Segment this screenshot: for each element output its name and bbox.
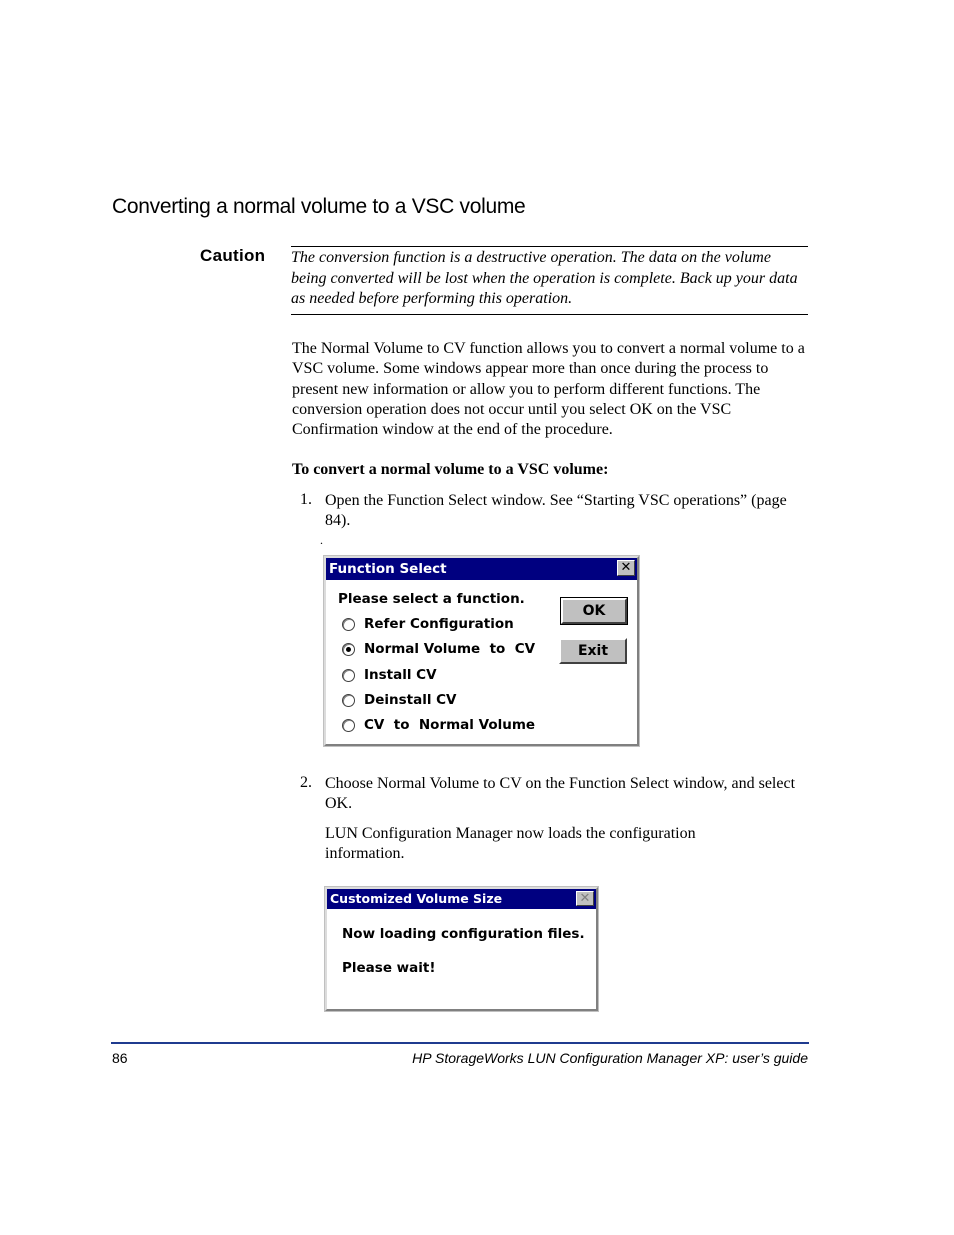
- loading-title: Customized Volume Size: [330, 891, 503, 906]
- radio-button-selected-icon[interactable]: [342, 643, 355, 656]
- radio-button-icon[interactable]: [342, 618, 355, 631]
- close-icon[interactable]: ✕: [617, 560, 635, 576]
- option-cv-to-normal-volume[interactable]: [342, 716, 535, 734]
- please-wait-message: Please wait!: [342, 960, 436, 976]
- loading-titlebar[interactable]: [327, 889, 596, 909]
- caution-text: The conversion function is a destructive operation. The data on the volume being converted will be lost when the operation is complete. Back up your data as needed before performing this operation.: [291, 249, 798, 307]
- option-label: Normal Volume to CV: [364, 641, 536, 657]
- stray-mark: .: [320, 533, 323, 547]
- function-select-titlebar[interactable]: [326, 558, 637, 580]
- step-1-number: 1.: [300, 491, 312, 508]
- caution-box: [291, 246, 808, 315]
- ok-button[interactable]: OK: [561, 598, 627, 624]
- close-icon[interactable]: ✕: [576, 891, 594, 906]
- option-install-cv[interactable]: [342, 666, 437, 684]
- option-normal-volume-to-cv[interactable]: [342, 640, 535, 658]
- page-number: 86: [112, 1050, 128, 1066]
- procedure-heading: To convert a normal volume to a VSC volume:: [292, 461, 609, 478]
- option-label: Install CV: [364, 667, 437, 683]
- function-select-title: Function Select: [329, 561, 447, 577]
- option-label: Deinstall CV: [364, 692, 457, 708]
- radio-button-icon[interactable]: [342, 719, 355, 732]
- step-1-text: Open the Function Select window. See “Starting VSC operations” (page 84).: [325, 492, 787, 530]
- radio-button-icon[interactable]: [342, 669, 355, 682]
- step-2-number: 2.: [300, 774, 312, 791]
- section-title: Converting a normal volume to a VSC volume: [112, 195, 526, 218]
- document-title: HP StorageWorks LUN Configuration Manager XP: user’s guide: [412, 1050, 808, 1066]
- option-label: CV to Normal Volume: [364, 717, 536, 733]
- radio-button-icon[interactable]: [342, 694, 355, 707]
- function-select-prompt: Please select a function.: [338, 591, 525, 607]
- step-2-text: Choose Normal Volume to CV on the Function Select window, and select OK.: [325, 775, 796, 813]
- exit-button[interactable]: Exit: [559, 638, 627, 664]
- loading-dialog: [325, 887, 598, 1011]
- footer-rule: [111, 1042, 809, 1044]
- option-label: Refer Configuration: [364, 616, 514, 632]
- option-deinstall-cv[interactable]: [342, 691, 457, 709]
- loading-message: Now loading configuration files.: [342, 926, 585, 942]
- caution-label: Caution: [200, 246, 266, 265]
- step-2-note: LUN Configuration Manager now loads the configuration information.: [325, 825, 696, 863]
- option-refer-configuration[interactable]: [342, 615, 514, 633]
- intro-paragraph: The Normal Volume to CV function allows you to convert a normal volume to a VSC volume. Some windows appear more than once during the process to present new information or allow you to perform different functions. The conversion operation does not occur until you select OK on the VSC Confirmation window at the end of the procedure.: [292, 340, 805, 439]
- function-select-dialog: [324, 556, 639, 746]
